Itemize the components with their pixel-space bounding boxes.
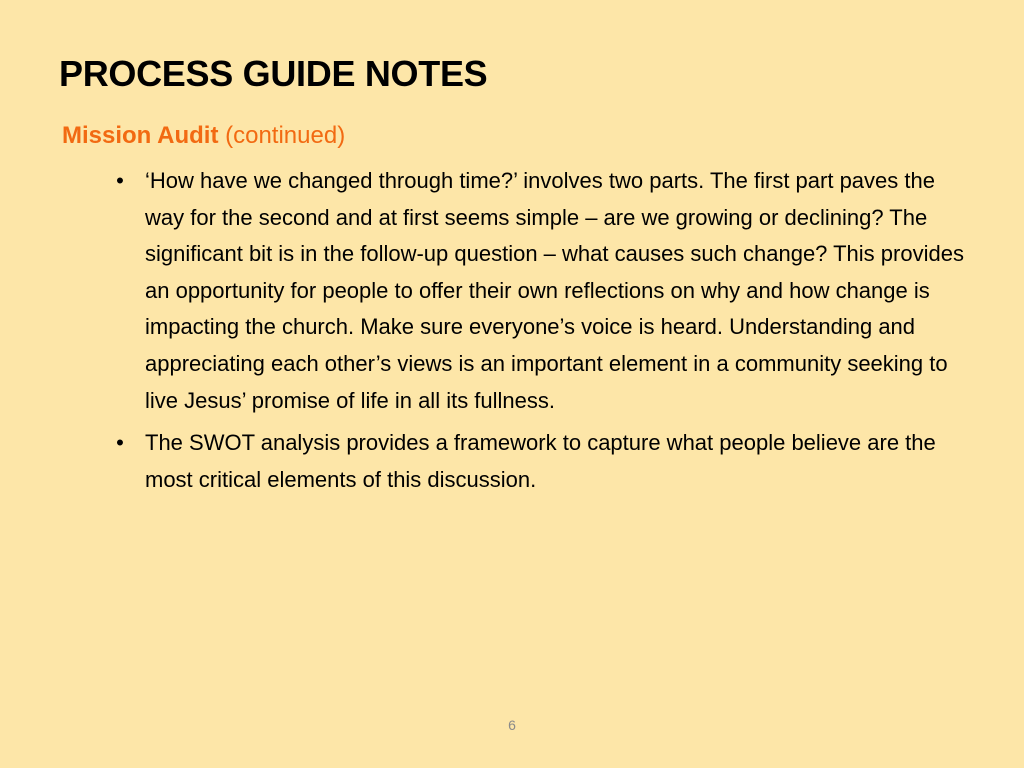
page-number: 6: [508, 717, 516, 733]
subtitle-strong: Mission Audit: [62, 122, 219, 149]
bullet-icon: •: [116, 168, 124, 193]
bullet-text: The SWOT analysis provides a framework to capture what people believe are the most critical elements of this discussion.: [145, 430, 936, 492]
slide-subtitle: [62, 120, 345, 152]
bullet-list: [110, 163, 970, 504]
bullet-item: [110, 425, 970, 498]
slide-title: PROCESS GUIDE NOTES: [59, 53, 488, 94]
subtitle-continued: (continued): [225, 122, 346, 149]
bullet-text: ‘How have we changed through time?’ involves two parts. The first part paves the way for the second and at first seems simple – are we growing or declining? The significant bit is in the follow-up question – what causes such change? This provides an opportunity for people to offer their own reflections on why and how change is impacting the church. Make sure everyone’s voice is heard. Understanding and appreciating each other’s views is an important element in a community seeking to live Jesus’ promise of life in all its fullness.: [145, 168, 964, 413]
bullet-item: [110, 163, 970, 419]
bullet-icon: •: [116, 430, 124, 456]
